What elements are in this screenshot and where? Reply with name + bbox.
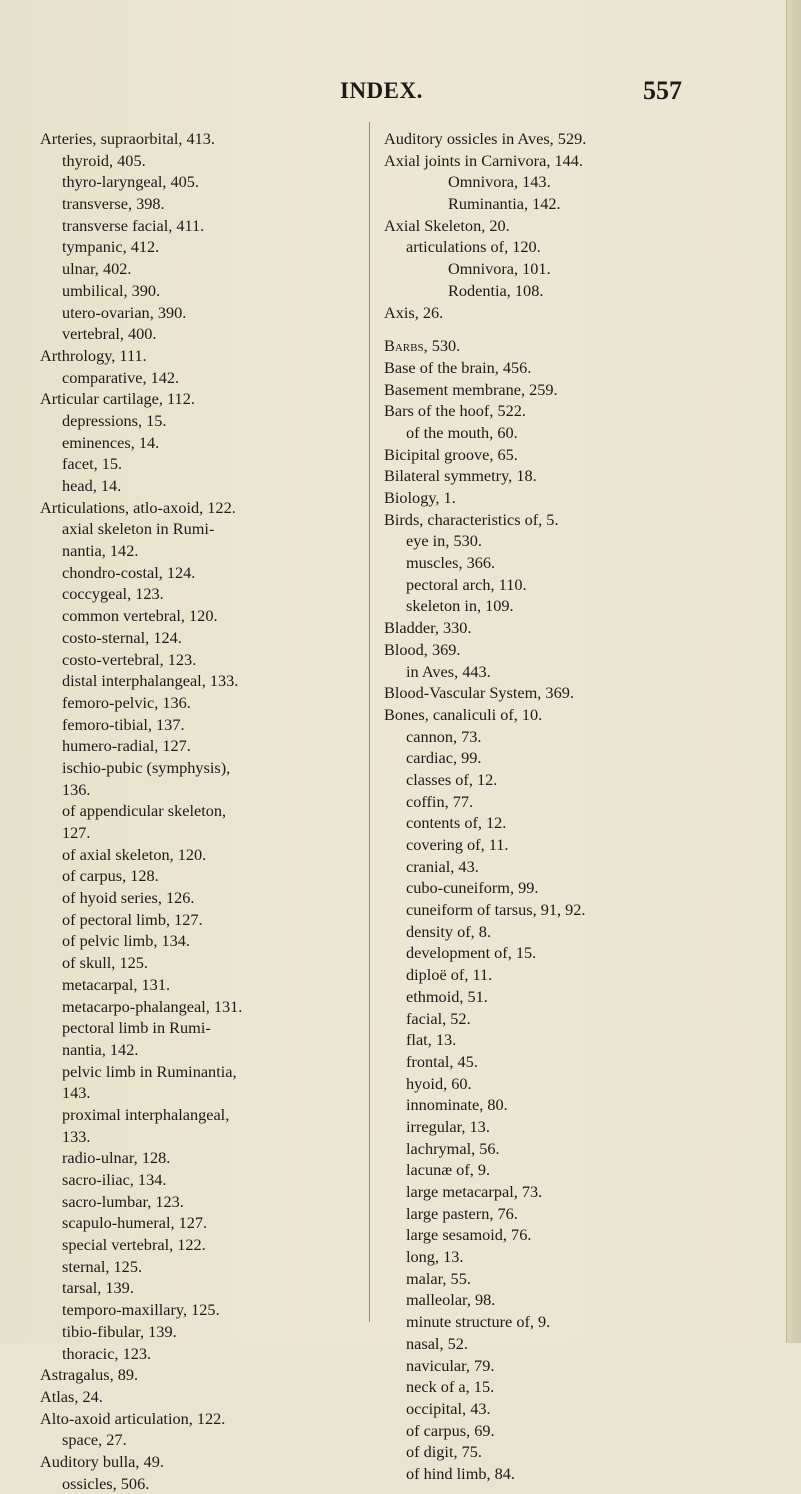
index-subentry: cardiac, 99. [406, 748, 482, 768]
index-subentry: thoracic, 123. [62, 1343, 152, 1363]
index-subentry: of pelvic limb, 134. [62, 931, 190, 951]
index-subentry: umbilical, 390. [62, 280, 161, 300]
index-subentry: of skull, 125. [62, 953, 148, 973]
index-subentry: articulations of, 120. [406, 237, 541, 257]
index-entry: Bones, canaliculi of, 10. [384, 704, 543, 724]
index-subentry: lachrymal, 56. [406, 1138, 500, 1158]
index-subentry: malar, 55. [406, 1268, 471, 1288]
index-entry: Arthrology, 111. [40, 345, 147, 365]
index-subentry: cuneiform of tarsus, 91, 92. [406, 900, 586, 920]
index-subentry: of axial skeleton, 120. [62, 844, 207, 864]
index-subentry: sternal, 125. [62, 1256, 143, 1276]
index-subentry: femoro-tibial, 137. [62, 714, 185, 734]
index-subentry: nantia, 142. [62, 541, 139, 561]
index-entry: Bicipital groove, 65. [384, 444, 518, 464]
index-subentry: in Aves, 443. [406, 661, 491, 681]
index-column-right [384, 128, 784, 1485]
index-subentry: flat, 13. [406, 1030, 457, 1050]
index-subentry: humero-radial, 127. [62, 736, 191, 756]
index-subentry: cubo-cuneiform, 99. [406, 878, 539, 898]
index-subentry: large pastern, 76. [406, 1203, 518, 1223]
index-subentry: temporo-maxillary, 125. [62, 1300, 220, 1320]
index-entry: Bars of the hoof, 522. [384, 401, 526, 421]
index-subentry: thyroid, 405. [62, 150, 146, 170]
index-subentry: classes of, 12. [406, 769, 498, 789]
index-section-gap [384, 323, 784, 335]
index-subentry: lacunæ of, 9. [406, 1160, 491, 1180]
index-entry: Auditory bulla, 49. [40, 1451, 164, 1471]
index-subentry: Omnivora, 143. [448, 172, 551, 192]
index-subentry: density of, 8. [406, 921, 492, 941]
index-subentry: 127. [62, 823, 91, 842]
index-subentry: neck of a, 15. [406, 1377, 495, 1397]
index-subentry: radio-ulnar, 128. [62, 1148, 171, 1168]
index-entry: Bladder, 330. [384, 618, 472, 638]
index-subentry: special vertebral, 122. [62, 1235, 206, 1255]
index-subentry: vertebral, 400. [62, 324, 157, 344]
index-subentry: pectoral arch, 110. [406, 574, 527, 594]
index-entry: Barbs, 530. [384, 336, 461, 356]
index-subentry: nasal, 52. [406, 1333, 468, 1353]
index-subentry: irregular, 13. [406, 1116, 490, 1136]
index-subentry: tibio-fibular, 139. [62, 1321, 177, 1341]
index-subentry: of carpus, 128. [62, 866, 159, 886]
index-subentry: proximal interphalangeal, [62, 1104, 230, 1124]
index-subentry: eye in, 530. [406, 531, 482, 551]
index-entry: Biology, 1. [384, 488, 456, 507]
index-subentry: femoro-pelvic, 136. [62, 692, 191, 712]
index-subentry: transverse, 398. [62, 194, 165, 214]
running-head: INDEX. [340, 78, 423, 103]
index-entry: Articular cartilage, 112. [40, 389, 195, 409]
index-subentry: costo-vertebral, 123. [62, 649, 197, 669]
index-subentry: 143. [62, 1083, 91, 1103]
index-subentry: scapulo-humeral, 127. [62, 1213, 208, 1233]
index-subentry: of pectoral limb, 127. [62, 909, 203, 929]
index-subentry: utero-ovarian, 390. [62, 302, 187, 322]
index-subentry: ethmoid, 51. [406, 986, 488, 1006]
index-subentry: of carpus, 69. [406, 1420, 495, 1440]
index-subentry: common vertebral, 120. [62, 606, 218, 626]
index-entry: Birds, characteristics of, 5. [384, 509, 559, 529]
index-subentry: head, 14. [62, 476, 122, 495]
index-subentry: transverse facial, 411. [62, 215, 205, 235]
index-entry: Atlas, 24. [40, 1386, 103, 1406]
index-subentry: comparative, 142. [62, 367, 180, 387]
index-subentry: ischio-pubic (symphysis), [62, 757, 231, 777]
index-subentry: frontal, 45. [406, 1051, 478, 1071]
index-subentry: 136. [62, 779, 91, 799]
index-subentry: Ruminantia, 142. [448, 194, 561, 214]
index-entry: Axial joints in Carnivora, 144. [384, 150, 583, 170]
index-entry: Blood, 369. [384, 639, 461, 659]
index-subentry: pectoral limb in Rumi- [62, 1018, 211, 1038]
index-subentry: ossicles, 506. [62, 1473, 150, 1493]
index-subentry: eminences, 14. [62, 432, 160, 452]
index-subentry: facet, 15. [62, 454, 123, 474]
index-subentry: hyoid, 60. [406, 1073, 472, 1093]
index-entry: Blood-Vascular System, 369. [384, 683, 574, 703]
index-subentry: malleolar, 98. [406, 1290, 496, 1310]
index-subentry: occipital, 43. [406, 1398, 491, 1418]
index-column-left [40, 128, 362, 1494]
index-subentry: covering of, 11. [406, 835, 509, 854]
index-subentry: minute structure of, 9. [406, 1312, 551, 1332]
index-subentry: cannon, 73. [406, 726, 482, 746]
index-entry: Axis, 26. [384, 302, 444, 322]
index-subentry: Omnivora, 101. [448, 259, 551, 279]
index-subentry: metacarpal, 131. [62, 974, 171, 994]
index-subentry: navicular, 79. [406, 1355, 495, 1375]
index-entry: Articulations, atlo-axoid, 122. [40, 497, 236, 517]
index-entry: Axial Skeleton, 20. [384, 215, 510, 235]
index-subentry: costo-sternal, 124. [62, 627, 182, 647]
index-entry: Arteries, supraorbital, 413. [40, 129, 215, 148]
index-subentry: of the mouth, 60. [406, 422, 518, 442]
index-subentry: tarsal, 139. [62, 1278, 134, 1298]
index-subentry: depressions, 15. [62, 410, 167, 430]
index-entry: Alto-axoid articulation, 122. [40, 1408, 226, 1428]
page-number: 557 [643, 76, 682, 105]
index-entry: Bilateral symmetry, 18. [384, 466, 537, 486]
index-subentry: contents of, 12. [406, 813, 507, 833]
index-subentry: distal interphalangeal, 133. [62, 671, 239, 691]
index-subentry: cranial, 43. [406, 856, 479, 876]
index-subentry: of hyoid series, 126. [62, 888, 195, 908]
page-edge [786, 0, 801, 1343]
index-subentry: sacro-lumbar, 123. [62, 1191, 184, 1211]
index-subentry: thyro-laryngeal, 405. [62, 172, 199, 192]
index-subentry: of digit, 75. [406, 1442, 482, 1462]
index-subentry: coffin, 77. [406, 791, 474, 811]
index-subentry: development of, 15. [406, 943, 537, 963]
index-subentry: ulnar, 402. [62, 259, 132, 279]
index-subentry: sacro-iliac, 134. [62, 1170, 167, 1189]
index-subentry: 133. [62, 1126, 91, 1146]
index-subentry: space, 27. [62, 1430, 127, 1450]
index-subentry: large sesamoid, 76. [406, 1225, 532, 1245]
column-divider [369, 122, 370, 1322]
index-subentry: coccygeal, 123. [62, 584, 164, 604]
index-subentry: tympanic, 412. [62, 237, 160, 257]
index-subentry: metacarpo-phalangeal, 131. [62, 996, 243, 1016]
index-subentry: diploë of, 11. [406, 965, 493, 985]
index-subentry: nantia, 142. [62, 1039, 139, 1059]
index-entry: Base of the brain, 456. [384, 357, 532, 377]
index-subentry: facial, 52. [406, 1008, 471, 1028]
index-subentry: Rodentia, 108. [448, 280, 544, 300]
index-entry: Astragalus, 89. [40, 1365, 139, 1385]
index-subentry: muscles, 366. [406, 553, 496, 573]
index-subentry: pelvic limb in Ruminantia, [62, 1061, 237, 1081]
index-subentry: chondro-costal, 124. [62, 562, 196, 582]
index-subentry: innominate, 80. [406, 1095, 508, 1115]
index-subentry: axial skeleton in Rumi- [62, 519, 215, 539]
index-subentry: of appendicular skeleton, [62, 801, 227, 821]
index-subentry: skeleton in, 109. [406, 596, 514, 616]
index-subentry: large metacarpal, 73. [406, 1182, 543, 1201]
index-subentry: long, 13. [406, 1247, 464, 1267]
index-entry: Basement membrane, 259. [384, 379, 558, 399]
index-entry: Auditory ossicles in Aves, 529. [384, 129, 587, 148]
index-subentry: of hind limb, 84. [406, 1463, 515, 1483]
